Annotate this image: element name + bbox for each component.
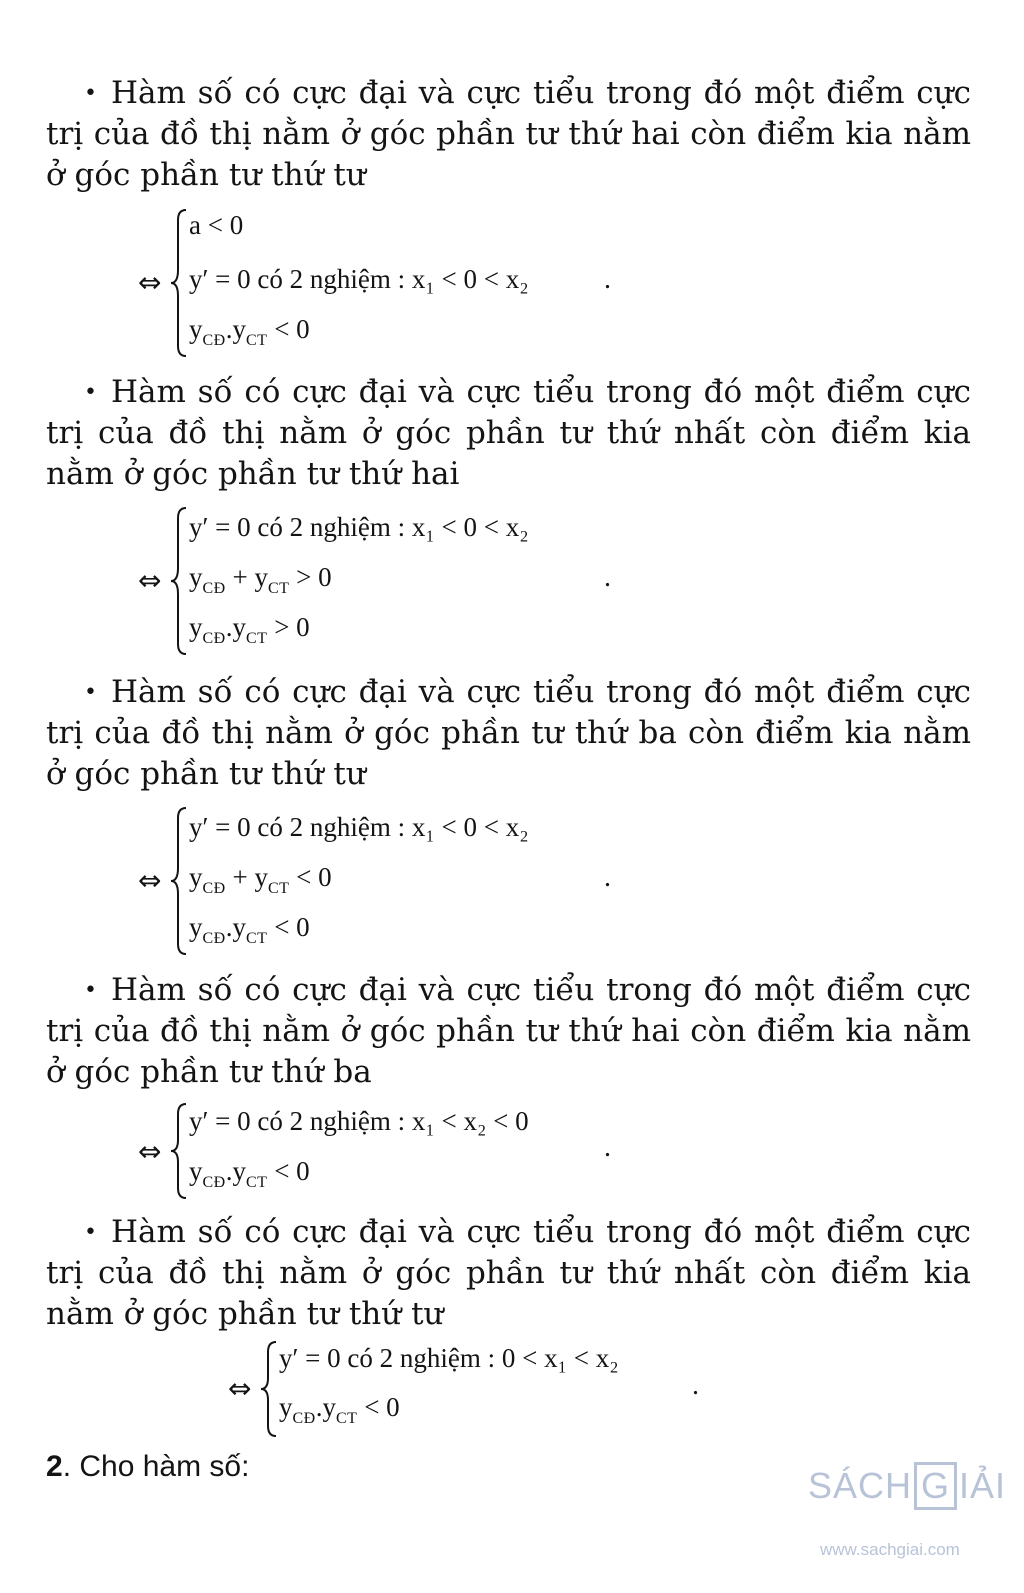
period: . <box>604 264 611 295</box>
paragraph-3 <box>46 672 971 795</box>
system-row: $y_{CĐ}.y_{CT} < 0$ <box>189 1156 310 1191</box>
system-row: y′ = 0 có 2 nghiệm : 0 < x₁ < x₂ <box>279 1343 619 1373</box>
bullet: • <box>84 680 97 705</box>
left-brace <box>168 208 190 358</box>
paragraph-4 <box>46 970 971 1093</box>
bullet: • <box>84 380 97 405</box>
system-row: y′ = 0 có 2 nghiệm : x₁ < x₂ < 0 <box>189 1106 529 1136</box>
equivalence-symbol: ⇔ <box>138 266 162 299</box>
watermark-logo: SÁCH G IẢI <box>808 1462 1006 1510</box>
system-row: y′ = 0 có 2 nghiệm : x₁ < 0 < x₂ <box>189 264 529 294</box>
system-row: $y_{CĐ} + y_{CT} > 0$ <box>189 562 332 597</box>
paragraph-text: Hàm số có cực đại và cực tiểu trong đó một điểm cực trị của đồ thị nằm ở góc phần tư thứ ba còn điểm kia nằm ở góc phần tư thứ tư <box>46 674 971 792</box>
period: . <box>604 1132 611 1163</box>
system-row: $y_{CĐ}.y_{CT} > 0$ <box>189 612 310 647</box>
equivalence-symbol: ⇔ <box>138 864 162 897</box>
section-title: . Cho hàm số: <box>62 1450 250 1483</box>
system-row: a < 0 <box>189 210 244 240</box>
system-row: y′ = 0 có 2 nghiệm : x₁ < 0 < x₂ <box>189 512 529 542</box>
watermark-url: www.sachgiai.com <box>820 1540 960 1559</box>
paragraph-text: Hàm số có cực đại và cực tiểu trong đó một điểm cực trị của đồ thị nằm ở góc phần tư thứ nhất còn điểm kia nằm ở góc phần tư thứ hai <box>46 374 971 492</box>
section-heading <box>46 1450 249 1484</box>
bullet: • <box>84 1220 97 1245</box>
system-row: $y_{CĐ}.y_{CT} < 0$ <box>189 314 310 349</box>
paragraph-text: Hàm số có cực đại và cực tiểu trong đó một điểm cực trị của đồ thị nằm ở góc phần tư thứ nhất còn điểm kia nằm ở góc phần tư thứ tư <box>46 1214 971 1332</box>
left-brace <box>168 1102 190 1200</box>
left-brace <box>168 806 190 956</box>
paragraph-2 <box>46 372 971 495</box>
paragraph-1 <box>46 73 971 196</box>
period: . <box>692 1370 699 1401</box>
bullet: • <box>84 81 97 106</box>
section-number: 2 <box>46 1450 63 1483</box>
system-row: y′ = 0 có 2 nghiệm : x₁ < 0 < x₂ <box>189 812 529 842</box>
system-row: $y_{CĐ}.y_{CT} < 0$ <box>189 912 310 947</box>
paragraph-text: Hàm số có cực đại và cực tiểu trong đó một điểm cực trị của đồ thị nằm ở góc phần tư thứ hai còn điểm kia nằm ở góc phần tư thứ tư <box>46 75 971 193</box>
system-row: $y_{CĐ}.y_{CT} < 0$ <box>279 1392 400 1427</box>
bullet: • <box>84 978 97 1003</box>
paragraph-text: Hàm số có cực đại và cực tiểu trong đó một điểm cực trị của đồ thị nằm ở góc phần tư thứ hai còn điểm kia nằm ở góc phần tư thứ ba <box>46 972 971 1090</box>
left-brace <box>258 1340 280 1438</box>
equivalence-symbol: ⇔ <box>138 1135 162 1168</box>
system-row: $y_{CĐ} + y_{CT} < 0$ <box>189 862 332 897</box>
equivalence-symbol: ⇔ <box>138 564 162 597</box>
left-brace <box>168 506 190 656</box>
period: . <box>604 562 611 593</box>
equivalence-symbol: ⇔ <box>228 1372 252 1405</box>
paragraph-5 <box>46 1212 971 1335</box>
logo-g-box: G <box>914 1462 957 1510</box>
period: . <box>604 862 611 893</box>
